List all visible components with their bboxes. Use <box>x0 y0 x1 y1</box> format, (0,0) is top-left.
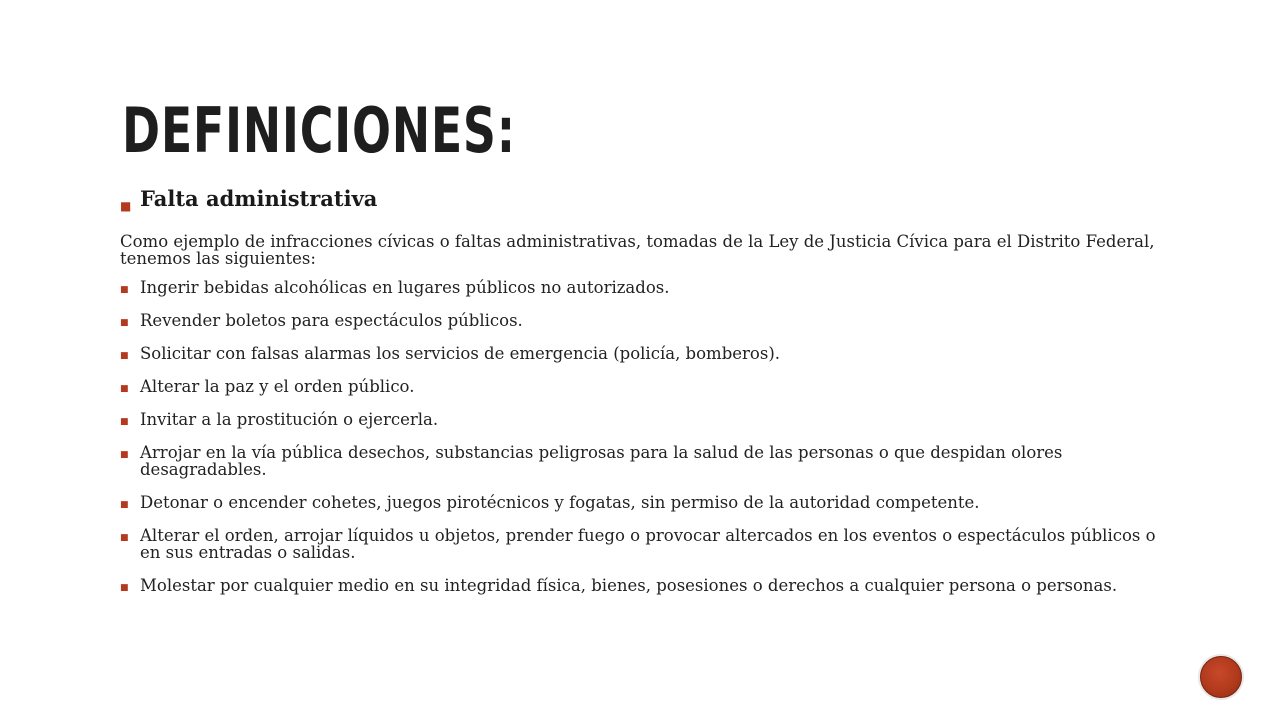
square-bullet-icon: ■ <box>120 500 129 510</box>
slide-title: DEFINICIONES: <box>122 94 516 167</box>
slide-content <box>120 186 1180 610</box>
list-item <box>120 494 1180 511</box>
list-item-text: Solicitar con falsas alarmas los servicios de emergencia (policía, bomberos). <box>140 344 780 363</box>
list-item-text: Invitar a la prostitución o ejercerla. <box>140 410 439 429</box>
slide-nav-circle-icon[interactable] <box>1198 654 1244 700</box>
intro-paragraph: Como ejemplo de infracciones cívicas o faltas administrativas, tomadas de la Ley de Justicia Cívica para el Distrito Federal, tenemos las siguientes: <box>120 232 1155 268</box>
square-bullet-icon: ■ <box>120 318 129 328</box>
list-item <box>120 378 1180 395</box>
list-item-text: Molestar por cualquier medio en su integridad física, bienes, posesiones o derechos a cualquier persona o personas. <box>140 576 1118 595</box>
square-bullet-icon: ■ <box>120 417 129 427</box>
list-item <box>120 312 1180 329</box>
square-bullet-icon: ■ <box>120 583 129 593</box>
square-bullet-icon: ■ <box>120 450 129 460</box>
list-item-text: Alterar el orden, arrojar líquidos u objetos, prender fuego o provocar altercados en los eventos o espectáculos públicos o en sus entradas o salidas. <box>140 526 1156 562</box>
square-bullet-icon: ■ <box>120 384 129 394</box>
heading-item <box>120 186 1180 212</box>
list-item-text: Revender boletos para espectáculos públicos. <box>140 311 523 330</box>
list-item-text: Alterar la paz y el orden público. <box>140 377 415 396</box>
list-item-text: Arrojar en la vía pública desechos, substancias peligrosas para la salud de las personas o que despidan olores desagradables. <box>140 443 1063 479</box>
list-item-text: Detonar o encender cohetes, juegos pirotécnicos y fogatas, sin permiso de la autoridad competente. <box>140 493 980 512</box>
infractions-list <box>120 279 1180 594</box>
list-item <box>120 527 1180 561</box>
slide-nav-circle-fill <box>1200 656 1242 698</box>
square-bullet-icon: ■ <box>120 533 129 543</box>
square-bullet-icon: ■ <box>120 285 129 295</box>
list-item-text: Ingerir bebidas alcohólicas en lugares públicos no autorizados. <box>140 278 670 297</box>
list-item <box>120 345 1180 362</box>
list-item <box>120 577 1180 594</box>
list-item <box>120 279 1180 296</box>
list-item <box>120 411 1180 428</box>
square-bullet-icon: ■ <box>120 199 132 213</box>
square-bullet-icon: ■ <box>120 351 129 361</box>
list-item <box>120 444 1180 478</box>
heading-item-text: Falta administrativa <box>140 186 378 211</box>
